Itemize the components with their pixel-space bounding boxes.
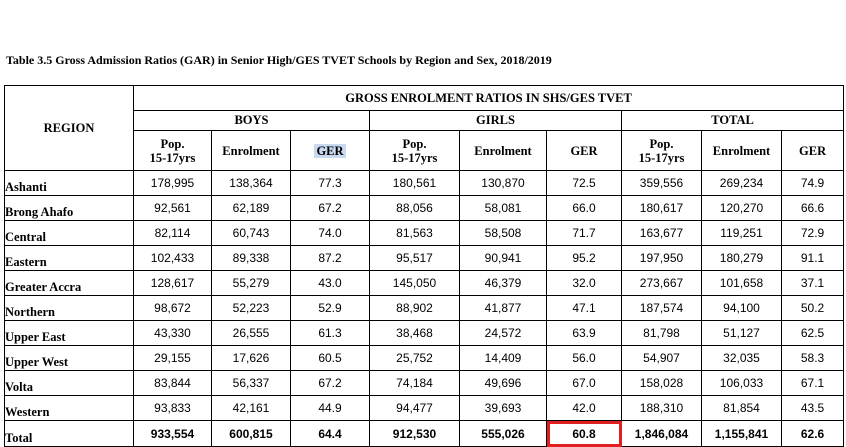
girls-pop-cell: 88,902 [370,296,460,321]
boys-ger-cell: 60.5 [291,346,370,371]
girls-pop-cell: 912,530 [370,421,460,447]
total-enrolment-header: Enrolment [702,131,782,171]
total-enrolment-cell: 32,035 [702,346,782,371]
boys-ger-cell: 64.4 [291,421,370,447]
table-row [5,196,844,221]
boys-ger-cell: 87.2 [291,246,370,271]
main-header: GROSS ENROLMENT RATIOS IN SHS/GES TVET [134,86,844,111]
region-cell: Ashanti [5,171,134,196]
total-pop-cell: 187,574 [622,296,702,321]
girls-ger-cell: 47.1 [547,296,622,321]
total-ger-cell: 74.9 [782,171,844,196]
girls-pop-cell: 180,561 [370,171,460,196]
boys-ger-header[interactable] [291,131,370,171]
total-ger-cell: 62.5 [782,321,844,346]
boys-enrolment-cell: 42,161 [212,396,291,421]
girls-ger-cell: 95.2 [547,246,622,271]
total-ger-cell: 37.1 [782,271,844,296]
table-caption: Table 3.5 Gross Admission Ratios (GAR) in Senior High/GES TVET Schools by Region and Sex, 2018/2019 [6,53,552,67]
gar-table [4,85,844,447]
pop-label-line1: Pop. [402,136,427,151]
girls-pop-cell: 38,468 [370,321,460,346]
girls-enrolment-cell: 24,572 [460,321,547,346]
total-ger-cell: 72.9 [782,221,844,246]
boys-enrolment-cell: 89,338 [212,246,291,271]
pop-label-line2: 15-17yrs [391,150,438,165]
boys-pop-header [134,131,212,171]
total-pop-cell: 54,907 [622,346,702,371]
total-ger-cell: 91.1 [782,246,844,271]
girls-pop-cell: 88,056 [370,196,460,221]
boys-pop-cell: 29,155 [134,346,212,371]
total-row [5,421,844,447]
total-pop-cell: 1,846,084 [622,421,702,447]
total-enrolment-cell: 51,127 [702,321,782,346]
region-cell: Volta [5,371,134,396]
total-enrolment-cell: 120,270 [702,196,782,221]
boys-pop-cell: 43,330 [134,321,212,346]
total-header: TOTAL [622,111,844,131]
boys-pop-cell: 93,833 [134,396,212,421]
boys-header: BOYS [134,111,370,131]
total-enrolment-cell: 180,279 [702,246,782,271]
girls-enrolment-cell: 46,379 [460,271,547,296]
girls-ger-cell: 72.5 [547,171,622,196]
girls-header: GIRLS [370,111,622,131]
total-enrolment-cell: 101,658 [702,271,782,296]
girls-enrolment-cell: 39,693 [460,396,547,421]
girls-ger-cell: 32.0 [547,271,622,296]
table-row [5,246,844,271]
total-ger-cell: 62.6 [782,421,844,447]
boys-enrolment-cell: 60,743 [212,221,291,246]
boys-pop-cell: 98,672 [134,296,212,321]
boys-ger-cell: 67.2 [291,371,370,396]
girls-pop-header [370,131,460,171]
boys-pop-cell: 933,554 [134,421,212,447]
total-enrolment-cell: 269,234 [702,171,782,196]
pop-label-line2: 15-17yrs [149,150,196,165]
region-cell: Western [5,396,134,421]
boys-pop-cell: 83,844 [134,371,212,396]
table-row [5,296,844,321]
total-label-cell: Total [5,421,134,447]
boys-pop-cell: 178,995 [134,171,212,196]
girls-enrolment-cell: 58,508 [460,221,547,246]
total-pop-cell: 188,310 [622,396,702,421]
region-header: REGION [5,86,134,171]
boys-ger-cell: 74.0 [291,221,370,246]
girls-enrolment-cell: 90,941 [460,246,547,271]
total-pop-cell: 180,617 [622,196,702,221]
girls-enrolment-cell: 49,696 [460,371,547,396]
pop-label-line1: Pop. [160,136,185,151]
table-row [5,321,844,346]
girls-ger-cell: 71.7 [547,221,622,246]
girls-enrolment-header: Enrolment [460,131,547,171]
girls-pop-cell: 95,517 [370,246,460,271]
girls-pop-cell: 145,050 [370,271,460,296]
girls-pop-cell: 25,752 [370,346,460,371]
boys-enrolment-cell: 17,626 [212,346,291,371]
table-row [5,346,844,371]
region-cell: Northern [5,296,134,321]
total-enrolment-cell: 106,033 [702,371,782,396]
boys-ger-cell: 43.0 [291,271,370,296]
boys-ger-cell: 44.9 [291,396,370,421]
girls-ger-cell: 56.0 [547,346,622,371]
table-row [5,271,844,296]
total-ger-header: GER [782,131,844,171]
total-ger-cell: 43.5 [782,396,844,421]
boys-ger-cell: 77.3 [291,171,370,196]
region-cell: Greater Accra [5,271,134,296]
total-pop-header [622,131,702,171]
total-pop-cell: 197,950 [622,246,702,271]
boys-pop-cell: 102,433 [134,246,212,271]
girls-enrolment-cell: 14,409 [460,346,547,371]
boys-ger-cell: 61.3 [291,321,370,346]
selected-text[interactable]: GER [316,143,344,158]
girls-enrolment-cell: 58,081 [460,196,547,221]
girls-pop-cell: 74,184 [370,371,460,396]
total-pop-cell: 273,667 [622,271,702,296]
total-pop-cell: 81,798 [622,321,702,346]
boys-pop-cell: 92,561 [134,196,212,221]
girls-enrolment-cell: 130,870 [460,171,547,196]
total-ger-cell: 58.3 [782,346,844,371]
region-cell: Brong Ahafo [5,196,134,221]
table-row [5,371,844,396]
boys-ger-cell: 67.2 [291,196,370,221]
pop-label-line2: 15-17yrs [638,150,685,165]
boys-enrolment-header: Enrolment [212,131,291,171]
region-cell: Upper West [5,346,134,371]
boys-enrolment-cell: 56,337 [212,371,291,396]
total-ger-cell: 50.2 [782,296,844,321]
total-ger-cell: 66.6 [782,196,844,221]
girls-ger-cell: 66.0 [547,196,622,221]
region-cell: Upper East [5,321,134,346]
pop-label-line1: Pop. [649,136,674,151]
table-row [5,396,844,421]
girls-ger-cell: 42.0 [547,396,622,421]
girls-enrolment-cell: 41,877 [460,296,547,321]
total-pop-cell: 359,556 [622,171,702,196]
boys-enrolment-cell: 62,189 [212,196,291,221]
girls-pop-cell: 81,563 [370,221,460,246]
table-row [5,221,844,246]
boys-enrolment-cell: 138,364 [212,171,291,196]
boys-ger-cell: 52.9 [291,296,370,321]
region-cell: Eastern [5,246,134,271]
total-pop-cell: 163,677 [622,221,702,246]
total-ger-cell: 67.1 [782,371,844,396]
table-row [5,171,844,196]
boys-enrolment-cell: 600,815 [212,421,291,447]
boys-enrolment-cell: 52,223 [212,296,291,321]
table-body [5,171,844,447]
girls-ger-header: GER [547,131,622,171]
girls-ger-cell: 63.9 [547,321,622,346]
highlighted-girls-ger-cell: 60.8 [547,421,622,447]
total-enrolment-cell: 119,251 [702,221,782,246]
total-enrolment-cell: 94,100 [702,296,782,321]
girls-enrolment-cell: 555,026 [460,421,547,447]
boys-enrolment-cell: 55,279 [212,271,291,296]
region-cell: Central [5,221,134,246]
boys-pop-cell: 82,114 [134,221,212,246]
girls-ger-cell: 67.0 [547,371,622,396]
total-enrolment-cell: 81,854 [702,396,782,421]
boys-pop-cell: 128,617 [134,271,212,296]
total-enrolment-cell: 1,155,841 [702,421,782,447]
girls-pop-cell: 94,477 [370,396,460,421]
boys-enrolment-cell: 26,555 [212,321,291,346]
total-pop-cell: 158,028 [622,371,702,396]
